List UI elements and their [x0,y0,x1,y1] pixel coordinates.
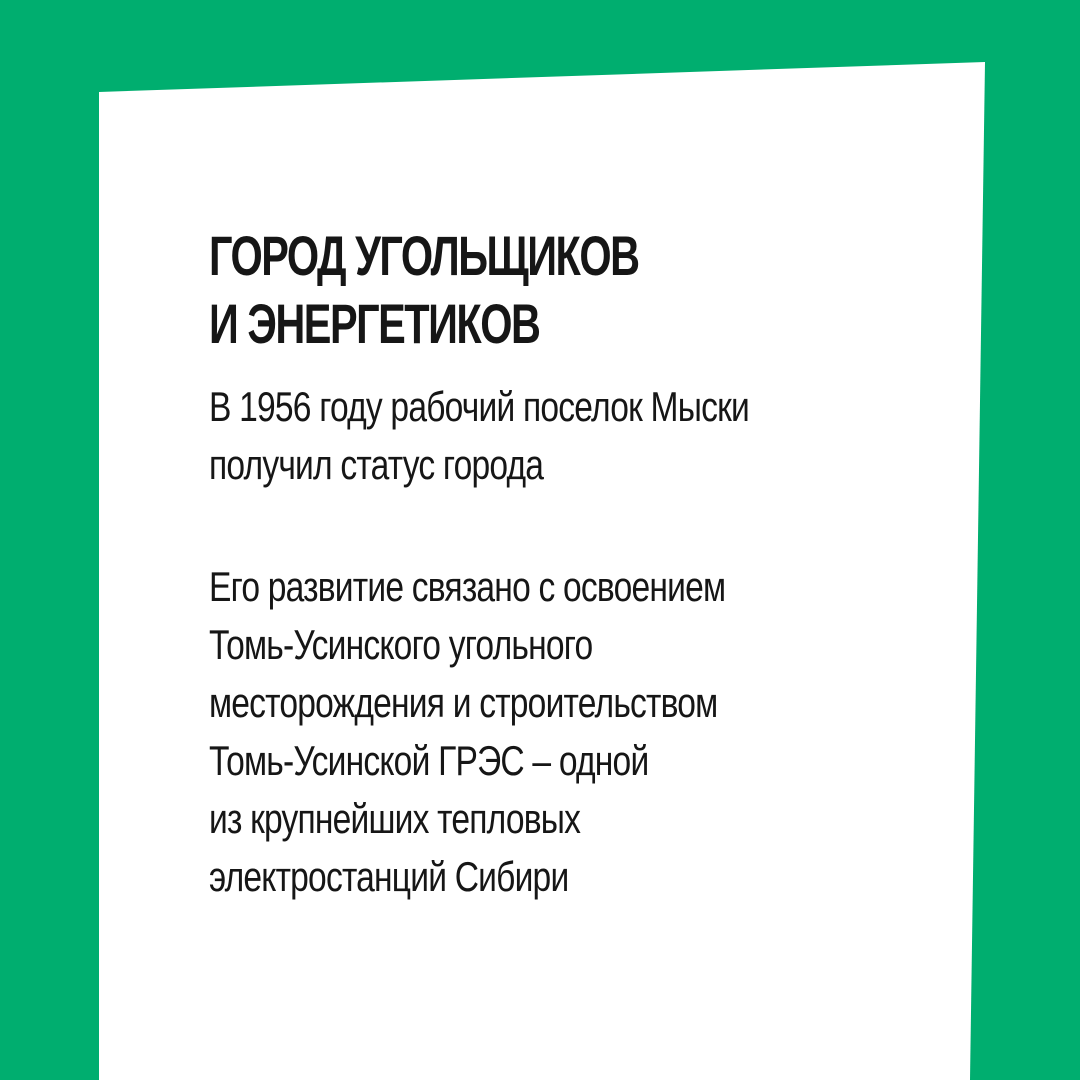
paragraph-city-status-line-2: получил статус города [209,441,544,488]
paragraph-development-line-6: электростанций Сибири [209,853,569,900]
title-line-1: ГОРОД УГОЛЬЩИКОВ [209,224,639,287]
paragraph-development-line-5: из крупнейших тепловых [209,795,581,842]
title-line-2: И ЭНЕРГЕТИКОВ [209,292,540,355]
paragraph-city-status-line-1: В 1956 году рабочий поселок Мыски [209,383,749,430]
paragraph-development-line-4: Томь-Усинской ГРЭС – одной [209,737,649,784]
paragraph-development-line-2: Томь-Усинского угольного [209,621,593,668]
paragraph-city-status [209,378,929,494]
paragraph-development [209,558,929,906]
text-content [209,222,929,906]
paragraph-development-line-1: Его развитие связано с освоением [209,563,726,610]
paragraph-development-line-3: месторождения и строительством [209,679,718,726]
page-title [209,222,929,358]
